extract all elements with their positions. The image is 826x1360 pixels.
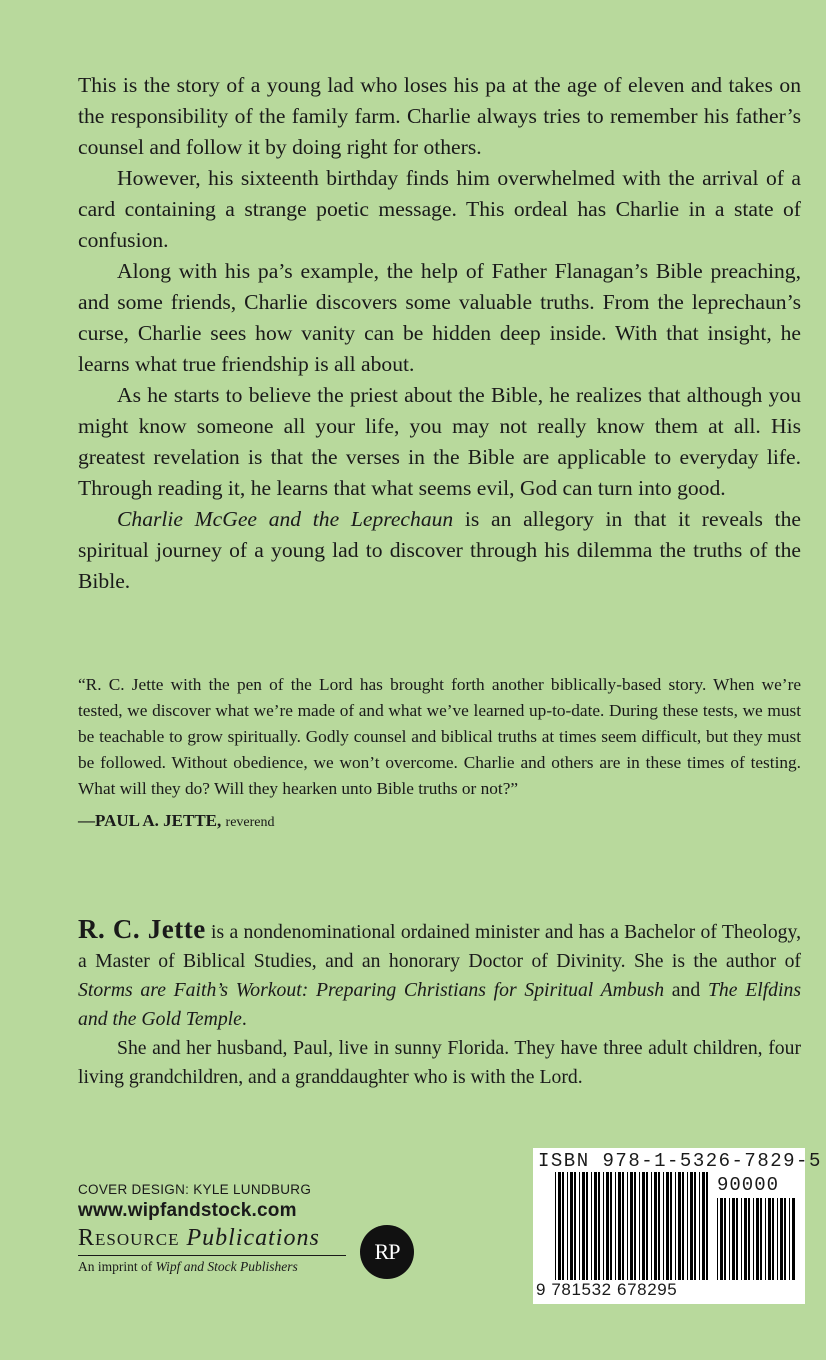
barcode-bar	[753, 1198, 754, 1280]
barcode-bar	[618, 1172, 621, 1280]
imprint-line	[78, 1259, 298, 1275]
back-cover-blurb	[78, 70, 801, 597]
barcode-bar	[615, 1172, 616, 1280]
barcode-bar	[639, 1172, 640, 1280]
barcode-bar	[756, 1198, 759, 1280]
barcode-bar	[678, 1172, 681, 1280]
price-code: 90000	[717, 1174, 780, 1196]
barcode-bar	[741, 1198, 742, 1280]
barcode-bar	[784, 1198, 786, 1280]
publisher-logo: RP	[360, 1225, 414, 1279]
barcode-bar	[792, 1198, 795, 1280]
barcode-bar	[772, 1198, 774, 1280]
barcode-bar	[586, 1172, 588, 1280]
cover-design-credit: COVER DESIGN: KYLE LUNDBURG	[78, 1182, 312, 1197]
barcode-bar	[642, 1172, 645, 1280]
bio-paragraph-2: She and her husband, Paul, live in sunny Florida. They have three adult children, four living grandchildren, and a granddaughter who is with the Lord.	[78, 1037, 801, 1088]
barcode-bar	[603, 1172, 604, 1280]
bio-text-a: is a nondenominational ordained minister and has a Bachelor of Theology, a Master of Biblical Studies, and an honorary Doctor of Divinity. She is the author of	[78, 921, 801, 972]
blurb-paragraph-1: This is the story of a young lad who loses his pa at the age of eleven and takes on the responsibility of the family farm. Charlie always tries to remember his father’s counsel and follow it by doing right for others.	[78, 73, 801, 159]
endorsement-quote	[78, 672, 801, 836]
barcode-bar	[670, 1172, 672, 1280]
barcode-bar	[682, 1172, 684, 1280]
barcode-bar	[789, 1198, 790, 1280]
barcode-bar	[720, 1198, 723, 1280]
publisher-website: www.wipfandstock.com	[78, 1200, 297, 1221]
bio-text-b: and	[664, 979, 708, 1001]
book-title-elfdins: The Elfdins and the Gold Temple	[78, 979, 801, 1030]
blurb-paragraph-4: As he starts to believe the priest about the Bible, he realizes that although you might know someone all your life, you may not really know them at all. His greatest revelation is that the verses in the Bible are applicable to everyday life. Through reading it, he learns that what seems evil, God can turn into good.	[78, 383, 801, 500]
barcode-bar	[702, 1172, 705, 1280]
barcode-bar	[630, 1172, 633, 1280]
book-title-storms: Storms are Faith’s Workout: Preparing Christians for Spiritual Ambush	[78, 979, 665, 1001]
endorser-name: —PAUL A. JETTE,	[78, 811, 222, 830]
barcode-bar	[760, 1198, 762, 1280]
barcode-bar	[574, 1172, 576, 1280]
imprint-name: Wipf and Stock Publishers	[155, 1259, 298, 1274]
barcode-bar	[570, 1172, 573, 1280]
barcode-bar	[610, 1172, 612, 1280]
barcode-bar	[768, 1198, 771, 1280]
barcode-bar	[582, 1172, 585, 1280]
barcode-bar	[694, 1172, 696, 1280]
barcode-bar	[646, 1172, 648, 1280]
author-name: R. C. Jette	[78, 914, 206, 944]
barcode-bar	[594, 1172, 597, 1280]
barcode-bar	[558, 1172, 561, 1280]
barcode-bar	[717, 1198, 718, 1280]
barcode-bar	[555, 1172, 556, 1280]
isbn-label: ISBN 978-1-5326-7829-5	[538, 1150, 822, 1172]
barcode-bar	[627, 1172, 628, 1280]
barcode-digits: 9 781532 678295	[536, 1280, 678, 1299]
barcode-bar	[591, 1172, 592, 1280]
blurb-paragraph-3: Along with his pa’s example, the help of Father Flanagan’s Bible preaching, and some friends, Charlie discovers some valuable truths. From the leprechaun’s curse, Charlie sees how vanity can be hidden deep inside. With that insight, he learns what true friendship is all about.	[78, 259, 801, 376]
publisher-divider	[78, 1255, 346, 1256]
blurb-paragraph-2: However, his sixteenth birthday finds him overwhelmed with the arrival of a card containing a strange poetic message. This ordeal has Charlie in a state of confusion.	[78, 166, 801, 252]
endorser-role: reverend	[225, 815, 275, 830]
barcode-bar	[732, 1198, 735, 1280]
barcode-bar	[562, 1172, 564, 1280]
barcode-bar	[598, 1172, 600, 1280]
barcode-bar	[690, 1172, 693, 1280]
isbn-barcode-block	[533, 1148, 822, 1304]
barcode-bar	[780, 1198, 783, 1280]
endorsement-attribution	[78, 808, 801, 836]
barcode-bar	[777, 1198, 778, 1280]
barcode-bar	[654, 1172, 657, 1280]
endorsement-text: “R. C. Jette with the pen of the Lord has brought forth another biblically-based story. When we’re tested, we discover what we’re made of and what we’ve learned up-to-date. During these tests, we must be teachable to grow spiritually. Godly counsel and biblical truths at times seem difficult, but they must be followed. Without obedience, we won’t overcome. Charlie and others are in these times of testing. What will they do? Will they hearken unto Bible truths or not?”	[78, 675, 801, 798]
barcode-bar	[724, 1198, 726, 1280]
barcode-bar	[736, 1198, 738, 1280]
barcode-bar	[634, 1172, 636, 1280]
barcode-bar	[699, 1172, 700, 1280]
bio-text-c: .	[241, 1008, 247, 1030]
barcode-bar	[658, 1172, 660, 1280]
blurb-paragraph-5	[78, 504, 801, 597]
barcode-bar	[765, 1198, 766, 1280]
barcode-bar	[675, 1172, 676, 1280]
blurb-paragraph-5-text: is an allegory in that it reveals the spiritual journey of a young lad to discover through his dilemma the truths of the Bible.	[78, 507, 801, 593]
barcode-bar	[748, 1198, 750, 1280]
barcode-bar	[729, 1198, 730, 1280]
publisher-word-2: Publications	[186, 1225, 320, 1251]
barcode-bar	[666, 1172, 669, 1280]
barcode-bar	[663, 1172, 664, 1280]
barcode-bar	[567, 1172, 568, 1280]
barcode-bar	[622, 1172, 624, 1280]
author-bio	[78, 915, 801, 1092]
bio-paragraph-1	[78, 915, 801, 1034]
publisher-name	[78, 1225, 320, 1252]
barcode-bar	[606, 1172, 609, 1280]
barcode-bar	[744, 1198, 747, 1280]
book-title: Charlie McGee and the Leprechaun	[117, 507, 454, 531]
barcode-bar	[687, 1172, 688, 1280]
barcode-bar	[651, 1172, 652, 1280]
barcode-bar	[579, 1172, 580, 1280]
publisher-word-1: Resource	[78, 1225, 180, 1251]
imprint-prefix: An imprint of	[78, 1259, 156, 1274]
barcode-bar	[706, 1172, 708, 1280]
